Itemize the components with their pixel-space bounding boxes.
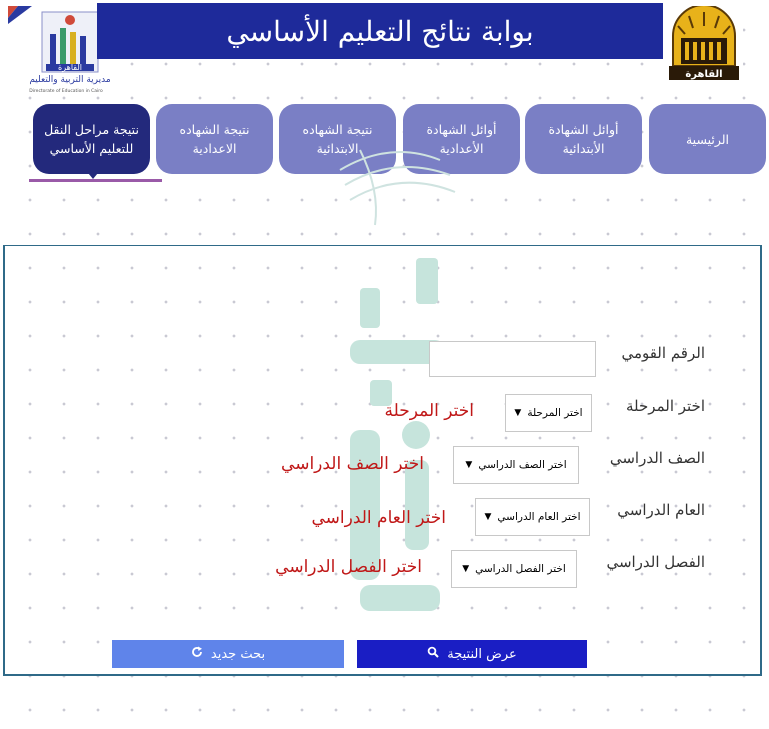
tab-label: نتيجة الشهاده الاعدادية	[179, 122, 250, 156]
grade-select[interactable]	[453, 446, 579, 484]
term-select[interactable]	[451, 550, 577, 588]
tab-label: أوائل الشهادة الأبتدائية	[548, 122, 619, 156]
stage-hint: اختر المرحلة	[384, 401, 474, 421]
page-title-text: بوابة نتائج التعليم الأساسي	[226, 14, 534, 48]
grade-select-value: اختر الصف الدراسي	[478, 459, 567, 471]
term-hint: اختر الفصل الدراسي	[275, 557, 422, 577]
new-search-label: بحث جديد	[210, 646, 266, 662]
search-icon	[427, 646, 439, 662]
show-result-button[interactable]	[357, 640, 587, 668]
tab-primary-top[interactable]	[525, 104, 642, 174]
tab-label: الرئيسية	[685, 131, 730, 147]
year-select[interactable]	[475, 498, 590, 536]
active-tab-underline	[29, 179, 162, 182]
tab-label: أوائل الشهادة الأعدادية	[426, 122, 497, 156]
tab-home[interactable]	[649, 104, 766, 174]
dropdown-arrow-icon: ▼	[484, 512, 492, 522]
tab-transfer-results[interactable]	[33, 104, 150, 174]
grade-label: الصف الدراسي	[609, 449, 705, 467]
new-search-button[interactable]	[112, 640, 344, 668]
national-id-label: الرقم القومي	[621, 344, 705, 362]
left-logo-word: القاهرة	[58, 63, 82, 72]
tab-preparatory-results[interactable]	[156, 104, 273, 174]
active-tab-pointer	[84, 168, 102, 179]
year-hint: اختر العام الدراسي	[311, 508, 446, 528]
dropdown-arrow-icon: ▼	[514, 408, 522, 418]
stage-select[interactable]	[505, 394, 592, 432]
refresh-icon	[191, 646, 203, 662]
right-logo-word: القاهرة	[685, 69, 723, 80]
left-logo-subcaption: Directorate of Education in Cairo	[29, 89, 103, 94]
dropdown-arrow-icon: ▼	[465, 460, 473, 470]
year-select-value: اختر العام الدراسي	[497, 511, 581, 523]
page-title	[97, 3, 663, 59]
tab-label: نتيجة الشهاده الابتدائية	[302, 122, 373, 156]
term-label: الفصل الدراسي	[606, 553, 705, 571]
cairo-logo	[665, 6, 743, 82]
show-result-label: عرض النتيجة	[447, 646, 517, 662]
tab-label: نتيجة مراحل النقل للتعليم الأساسي	[44, 122, 139, 156]
stage-select-value: اختر المرحلة	[527, 407, 583, 419]
national-id-input[interactable]	[429, 341, 596, 377]
stage-label: اختر المرحلة	[626, 397, 705, 415]
year-label: العام الدراسي	[617, 501, 705, 519]
dropdown-arrow-icon: ▼	[462, 564, 470, 574]
term-select-value: اختر الفصل الدراسي	[475, 563, 566, 575]
grade-hint: اختر الصف الدراسي	[281, 454, 424, 474]
left-logo-caption: مديرية التربية والتعليم	[29, 75, 111, 85]
